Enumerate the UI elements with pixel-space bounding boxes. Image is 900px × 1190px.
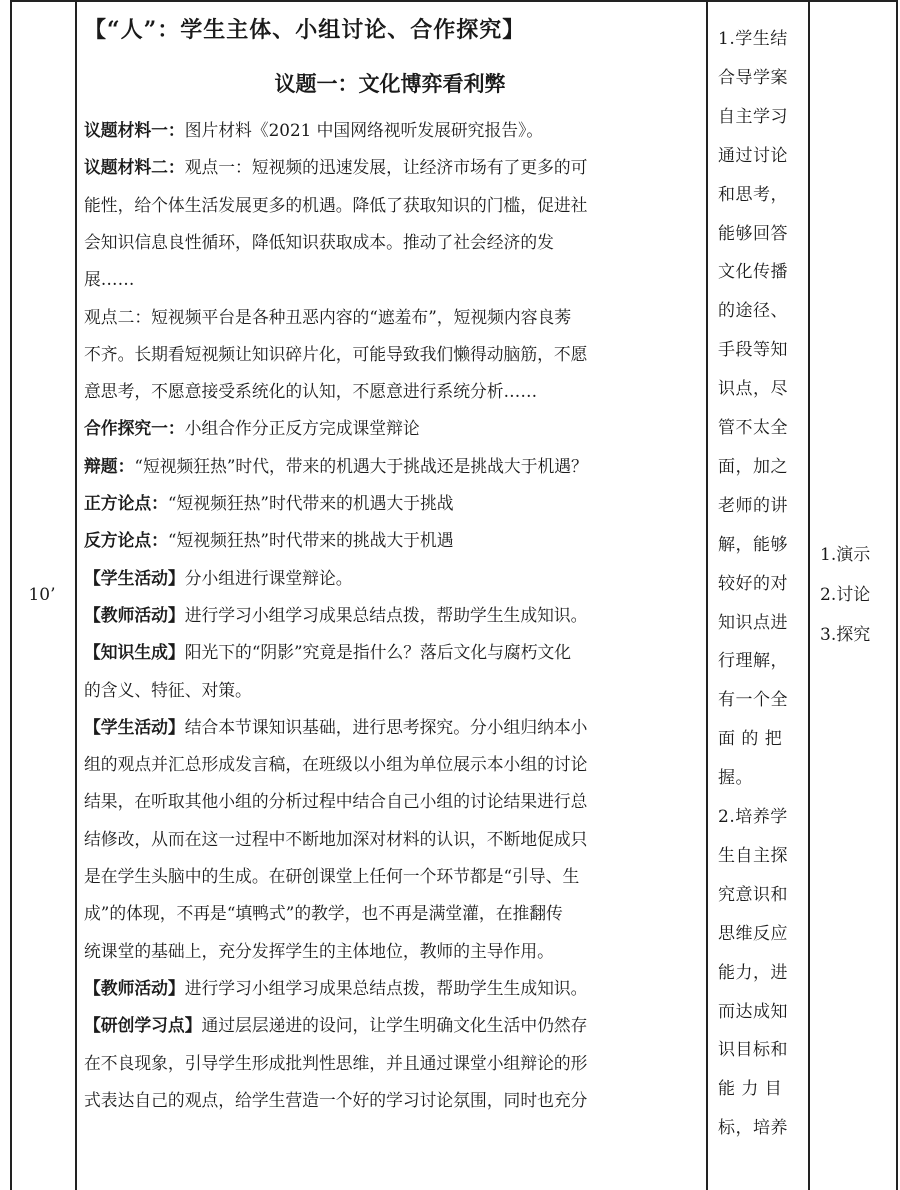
content-line-label: 反方论点：	[84, 530, 168, 551]
table-border-right	[896, 0, 898, 1190]
section-heading: 【“人”：学生主体、小组讨论、合作探究】	[84, 17, 526, 43]
content-line-label: 议题材料一：	[84, 120, 185, 140]
content-line	[84, 597, 696, 633]
content-line	[84, 448, 696, 484]
method-item: 1.演示	[820, 545, 871, 565]
intent-line: 生自主探	[718, 845, 788, 866]
content-line	[84, 821, 696, 857]
content-line-text: 式表达自己的观点，给学生营造一个好的学习讨论氛围，同时也充分	[84, 1089, 588, 1110]
intent-line: 握。	[718, 768, 753, 789]
intent-line: 老师的讲	[718, 495, 788, 516]
content-line	[84, 299, 696, 335]
content-line-label: 正方论点：	[84, 493, 168, 513]
content-line	[84, 746, 696, 782]
teaching-methods-cell	[810, 0, 896, 1190]
design-intent-cell	[710, 0, 806, 1190]
intent-line: 知识点进	[718, 612, 788, 633]
content-line	[84, 485, 696, 521]
content-line-label: 【教师活动】	[84, 977, 185, 998]
intent-line: 能够回答	[718, 223, 788, 244]
table-divider-time	[75, 0, 77, 1190]
content-line	[84, 336, 696, 372]
intent-line: 合导学案	[718, 67, 788, 88]
content-line-label: 合作探究一：	[84, 418, 185, 439]
content-line-text: 统课堂的基础上，充分发挥学生的主体地位，教师的主导作用。	[84, 940, 554, 961]
intent-line: 1.学生结	[718, 29, 788, 49]
intent-line: 较好的对	[718, 573, 788, 594]
content-line	[84, 187, 696, 223]
content-line-text: 通过层层递进的设问，让学生明确文化生活中仍然存	[201, 1015, 588, 1036]
content-line	[84, 895, 696, 931]
intent-line: 和思考，	[718, 184, 788, 205]
content-line-label: 辩题：	[84, 455, 135, 476]
content-line-text: 结果，在听取其他小组的分析过程中结合自己小组的讨论结果进行总	[84, 791, 588, 812]
content-line	[84, 933, 696, 969]
content-line-label: 【知识生成】	[84, 642, 185, 663]
time-cell	[10, 0, 74, 1190]
content-line	[84, 709, 696, 745]
content-line-label: 【研创学习点】	[84, 1015, 202, 1036]
content-line	[84, 1007, 696, 1043]
content-line-text: “短视频狂热”时代带来的机遇大于挑战	[167, 493, 454, 513]
intent-line: 究意识和	[718, 884, 788, 905]
content-line-text: 展……	[84, 269, 135, 290]
intent-line: 面 的 把	[718, 729, 783, 750]
content-line-text: 图片材料《2021 中国网络视听发展研究报告》。	[184, 120, 544, 140]
content-line	[84, 634, 696, 670]
content-line-text: 组的观点并汇总形成发言稿，在班级以小组为单位展示本小组的讨论	[84, 754, 588, 775]
intent-line: 面，加之	[718, 456, 788, 477]
content-line	[84, 149, 696, 185]
intent-line: 识目标和	[718, 1040, 788, 1061]
intent-line: 有一个全	[718, 690, 788, 711]
intent-line: 行理解，	[718, 651, 788, 672]
content-line	[84, 672, 696, 708]
content-line-label: 【学生活动】	[84, 567, 185, 588]
intent-line: 通过讨论	[718, 145, 788, 166]
content-line-text: 成”的体现，不再是“填鸭式”的教学，也不再是满堂灌，在推翻传	[84, 903, 563, 924]
intent-line: 能 力 目	[718, 1079, 783, 1100]
content-line-label: 【教师活动】	[84, 604, 185, 625]
content-line-text: 阳光下的“阴影”究竟是指什么？落后文化与腐朽文化	[184, 642, 572, 663]
content-line-text: “短视频狂热”时代带来的挑战大于机遇	[167, 530, 454, 551]
content-line-text: 分小组进行课堂辩论。	[184, 567, 353, 588]
content-line-text: 意思考，不愿意接受系统化的认知，不愿意进行系统分析……	[84, 381, 538, 402]
content-line-text: 结合本节课知识基础，进行思考探究。分小组归纳本小	[184, 716, 588, 737]
intent-line: 解，能够	[718, 534, 788, 555]
intent-line: 标，培养	[718, 1118, 788, 1139]
content-line	[84, 858, 696, 894]
content-line-text: 观点一：短视频的迅速发展，让经济市场有了更多的可	[184, 157, 588, 178]
content-line	[84, 410, 696, 446]
content-line-text: 进行学习小组学习成果总结点拨，帮助学生生成知识。	[184, 977, 588, 998]
content-line	[84, 783, 696, 819]
content-line-text: 是在学生头脑中的生成。在研创课堂上任何一个环节都是“引导、生	[84, 866, 580, 886]
content-line-text: 结修改，从而在这一过程中不断地加深对材料的认识，不断地促成只	[84, 828, 588, 849]
intent-line: 管不太全	[718, 418, 788, 438]
content-line-text: 不齐。长期看短视频让知识碎片化，可能导致我们懒得动脑筋，不愿	[84, 343, 588, 364]
content-line-text: 会知识信息良性循环，降低知识获取成本。推动了社会经济的发	[84, 231, 554, 252]
content-line	[84, 373, 696, 409]
intent-line: 手段等知	[718, 340, 788, 361]
content-line-text: 观点二：短视频平台是各种丑恶内容的“遮羞布”，短视频内容良莠	[84, 306, 572, 327]
intent-line: 思维反应	[718, 923, 788, 944]
content-line	[84, 224, 696, 260]
content-line-text: “短视频狂热”时代，带来的机遇大于挑战还是挑战大于机遇？	[134, 455, 588, 476]
content-line	[84, 970, 696, 1006]
intent-line: 文化传播	[718, 262, 788, 283]
content-line-text: 的含义、特征、对策。	[84, 679, 252, 700]
topic-title: 议题一：文化博弈看利弊	[274, 71, 506, 96]
content-line	[84, 560, 696, 596]
intent-line: 能力，进	[718, 962, 788, 983]
intent-line: 而达成知	[718, 1001, 788, 1022]
content-line	[84, 261, 696, 297]
content-line-label: 【学生活动】	[84, 716, 185, 737]
intent-line: 的途径、	[718, 301, 788, 322]
content-line	[84, 1045, 696, 1081]
content-line	[84, 1082, 696, 1118]
intent-line: 自主学习	[718, 106, 788, 127]
method-item: 2.讨论	[820, 585, 871, 605]
intent-line: 识点，尽	[718, 379, 788, 400]
content-line-text: 能性，给个体生活发展更多的机遇。降低了获取知识的门槛，促进社	[84, 194, 588, 215]
activity-content-cell	[78, 0, 702, 1190]
content-line-text: 小组合作分正反方完成课堂辩论	[184, 418, 420, 439]
table-divider-goals	[706, 0, 708, 1190]
content-line-text: 在不良现象，引导学生形成批判性思维，并且通过课堂小组辩论的形	[84, 1052, 588, 1073]
content-line-label: 议题材料二：	[84, 157, 185, 178]
content-line-text: 进行学习小组学习成果总结点拨，帮助学生生成知识。	[184, 604, 588, 625]
intent-line: 2.培养学	[718, 807, 788, 827]
method-item: 3.探究	[820, 625, 871, 645]
content-line	[84, 112, 696, 148]
content-line	[84, 522, 696, 558]
time-value: 10’	[28, 585, 56, 605]
